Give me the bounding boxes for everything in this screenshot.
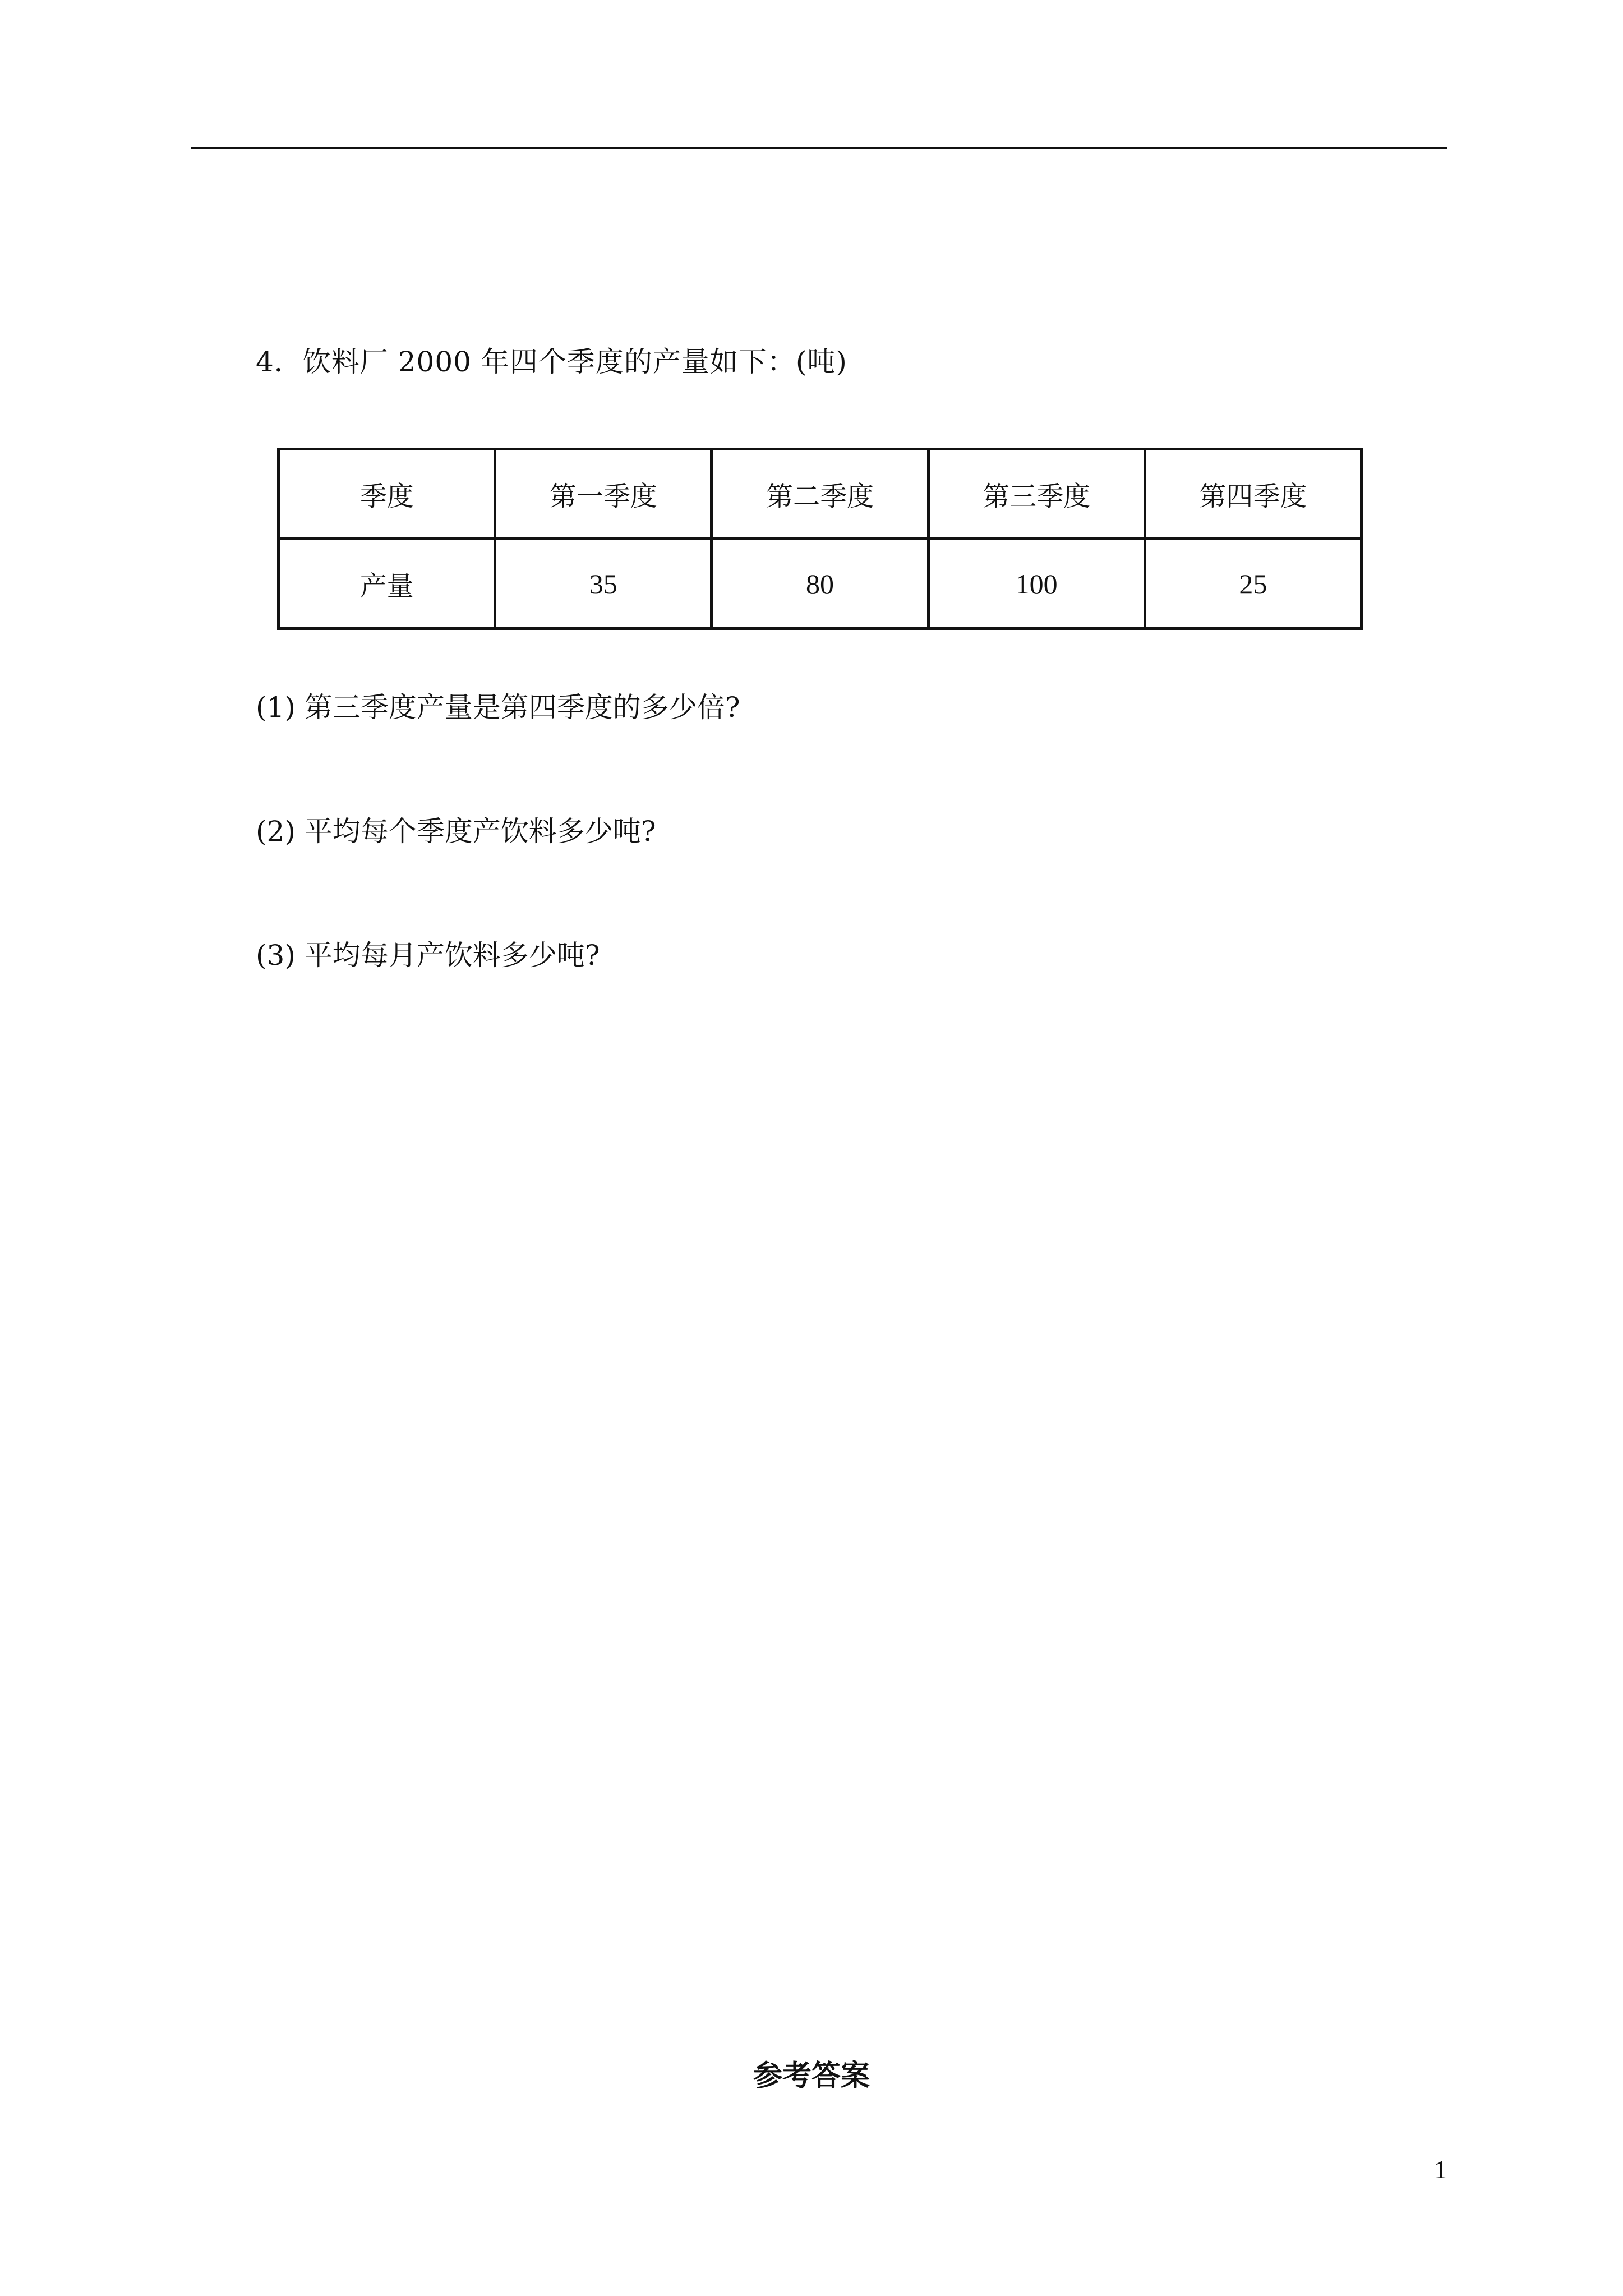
table-cell: 第四季度	[1145, 449, 1361, 539]
table-cell: 第三季度	[928, 449, 1145, 539]
page-number: 1	[1434, 2155, 1447, 2184]
production-table	[277, 448, 1363, 630]
table-cell: 35	[495, 539, 712, 629]
table-cell: 产量	[279, 539, 495, 629]
table-header-row	[279, 449, 1362, 539]
table-cell: 25	[1145, 539, 1361, 629]
question-title: 4．饮料厂 2000 年四个季度的产量如下：(吨)	[256, 346, 847, 378]
table-cell: 第一季度	[495, 449, 712, 539]
answer-heading: 参考答案	[753, 2059, 870, 2093]
table-cell: 第二季度	[712, 449, 928, 539]
table-row	[279, 539, 1362, 629]
sub-question-3: (3) 平均每月产饮料多少吨?	[256, 939, 600, 972]
header-rule	[191, 147, 1447, 149]
table-cell: 季度	[279, 449, 495, 539]
table-cell: 80	[712, 539, 928, 629]
table-cell: 100	[928, 539, 1145, 629]
sub-question-1: (1) 第三季度产量是第四季度的多少倍?	[256, 691, 740, 724]
sub-question-2: (2) 平均每个季度产饮料多少吨?	[256, 815, 656, 848]
